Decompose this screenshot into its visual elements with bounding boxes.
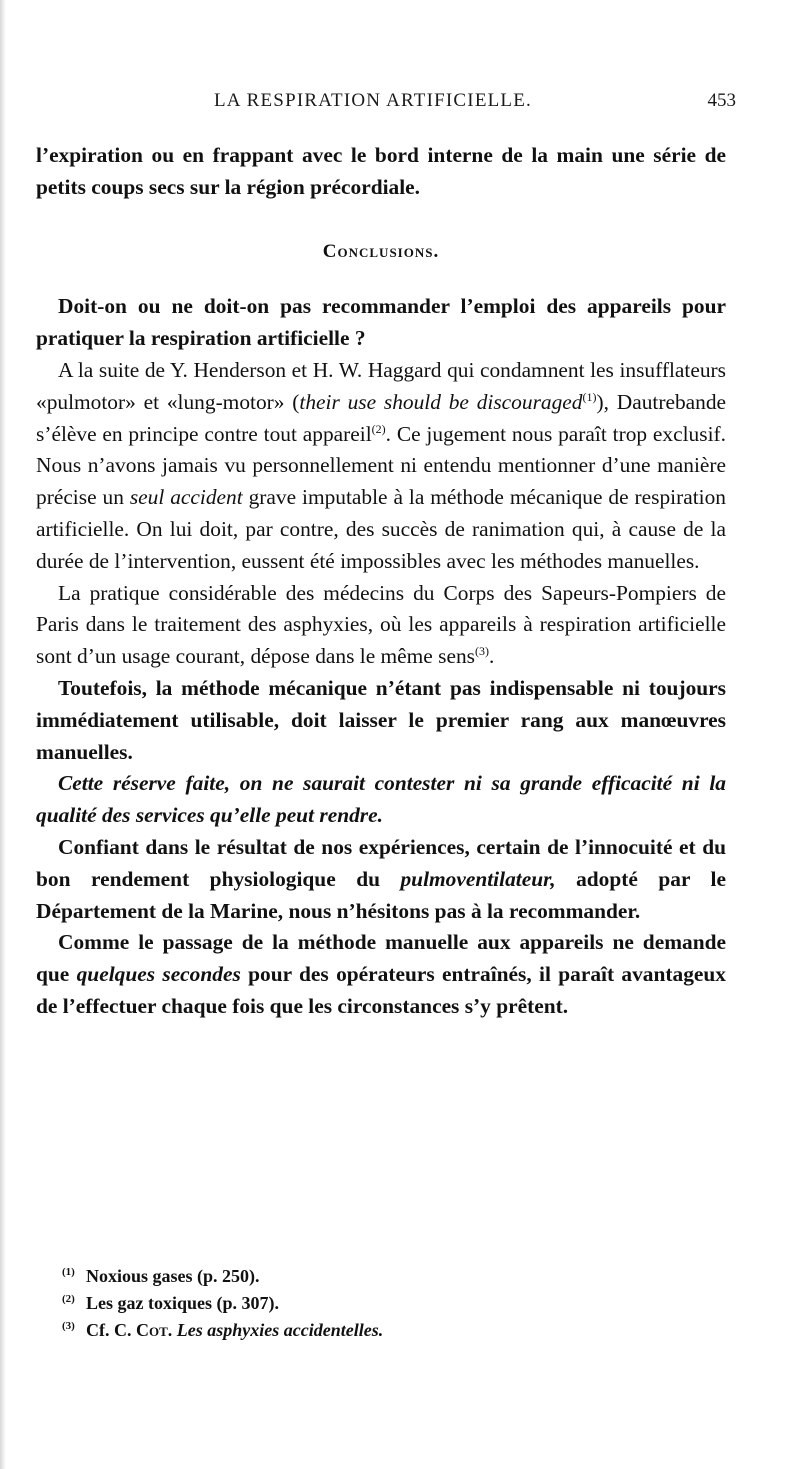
footnote-2: (2) Les gaz toxiques (p. 307). [62, 1293, 279, 1313]
italic-term: quelques secondes [76, 962, 241, 987]
footnote-text: Noxious gases (p. 250). [86, 1266, 260, 1286]
section-heading: Conclusions. [322, 240, 440, 262]
italic-statement: Cette réserve faite, on ne saurait contester ni sa grande efficacité ni la qualité des services qu’elle peut rendre. [36, 771, 726, 828]
text-run: A la suite de Y. Henderson et H. W. Haggard qui condamnent les insufflateurs «pulmotor» et «lung-motor» ( [36, 357, 726, 414]
page-header [36, 90, 742, 120]
text-run: adopté par le Département de la Marine, nous n’hésitons pas à la recommander. [36, 866, 726, 923]
paragraph-henderson [36, 355, 726, 578]
text-run: pour des opérateurs entraînés, il paraît avantageux de l’effectuer chaque fois que les circonstances s’y prêtent. [36, 962, 726, 1018]
footnotes [62, 1263, 722, 1344]
text-run: Comme le passage de la méthode manuelle aux appareils ne demande que [36, 930, 726, 987]
footnote-ref-3: (3) [475, 644, 489, 659]
footnote-title: Les asphyxies accidentelles. [176, 1320, 384, 1340]
page-number: 453 [707, 90, 736, 111]
italic-quote: their use should be discouraged [299, 389, 583, 414]
paragraph-toutefois: Toutefois, la méthode mécanique n’étant pas indispensable ni toujours immédiatement utilisable, doit laisser le premier rang aux manœuvres manuelles. [36, 675, 726, 764]
scan-edge-shadow [0, 0, 6, 1469]
footnote-text: Cf. C. [86, 1320, 136, 1340]
text-run: . Ce jugement nous paraît trop exclusif. Nous n’avons jamais vu personnellement ni entendu mentionner d’une manière précise un [36, 421, 726, 510]
text-run: ), Dautrebande s’élève en principe contre tout appareil [36, 389, 727, 446]
paragraph-comme [36, 927, 726, 1022]
paragraph-confiant [36, 832, 726, 927]
paragraph-continued: l’expiration ou en frappant avec le bord interne de la main une série de petits coups secs sur la région précordiale. [36, 143, 726, 199]
paragraph-sapeurs-pompiers [36, 578, 726, 673]
text-run: . [489, 644, 495, 669]
footnote-ref-2: (2) [371, 421, 386, 436]
body-text [36, 140, 726, 1023]
italic-term: pulmoventilateur, [400, 866, 556, 891]
paragraph-reserve [36, 768, 726, 832]
running-head: LA RESPIRATION ARTIFICIELLE. [214, 90, 532, 111]
text-run: La pratique considérable des médecins du Corps des Sapeurs-Pompiers de Paris dans le traitement des asphyxies, où les appareils à respiration artificielle sont d’un usage courant, dépose dans le même sens [36, 580, 726, 669]
footnote-1: (1) Noxious gases (p. 250). [62, 1266, 260, 1286]
footnote-author: Cot [136, 1320, 168, 1340]
paragraph-question: Doit-on ou ne doit-on pas recommander l’emploi des appareils pour pratiquer la respiration artificielle ? [36, 294, 726, 351]
text-run: grave imputable à la méthode mécanique de respiration artificielle. On lui doit, par contre, des succès de ranimation qui, à cause de la durée de l’intervention, eussent été impossibles avec les méthodes manuelles. [36, 485, 726, 573]
footnote-3: (3) Cf. C. Cot. Les asphyxies accidentelles. [62, 1320, 384, 1340]
footnote-ref-1: (1) [582, 389, 597, 404]
footnote-text: Les gaz toxiques (p. 307). [86, 1293, 279, 1313]
text-run: Confiant dans le résultat de nos expériences, certain de l’innocuité et du bon rendement physiologique du [36, 834, 726, 891]
footnote-text: . [167, 1320, 177, 1340]
italic-emphasis: seul accident [129, 485, 243, 510]
